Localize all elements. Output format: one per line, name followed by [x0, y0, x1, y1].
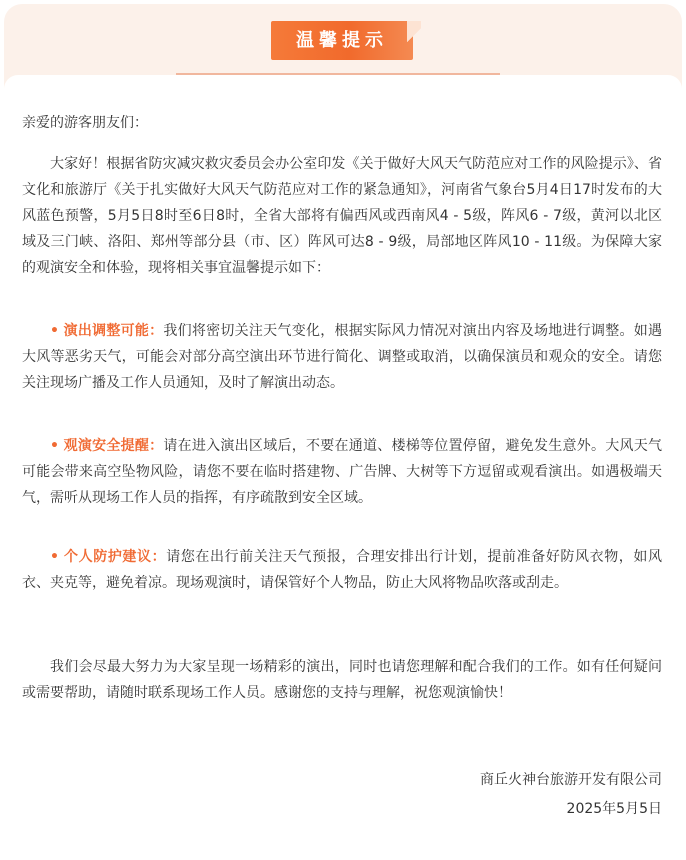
header-divider	[176, 73, 500, 75]
tip-bullet: •	[50, 438, 59, 454]
closing-paragraph: 我们会尽最大努力为大家呈现一场精彩的演出，同时也请您理解和配合我们的工作。如有任何疑问或需要帮助，请随时联系现场工作人员。感谢您的支持与理解，祝您观演愉快！	[22, 659, 662, 701]
tip-item	[22, 318, 662, 396]
tip-item	[22, 433, 662, 511]
signature-company: 商丘火神台旅游开发有限公司	[480, 772, 662, 788]
signature-date: 2025年5月5日	[566, 801, 662, 817]
tip-bullet: •	[50, 323, 59, 339]
tip-title: 演出调整可能：	[63, 323, 164, 339]
tip-text: 我们将密切关注天气变化，根据实际风力情况对演出内容及场地进行调整。如遇大风等恶劣天气，可能会对部分高空演出环节进行简化、调整或取消，以确保演员和观众的安全。请您关注现场广播及工作人员通知，及时了解演出动态。	[22, 323, 662, 391]
tip-text: 请在进入演出区域后，不要在通道、楼梯等位置停留，避免发生意外。大风天气可能会带来高空坠物风险，请您不要在临时搭建物、广告牌、大树等下方逗留或观看演出。如遇极端天气，需听从现场工作人员的指挥，有序疏散到安全区域。	[22, 438, 662, 506]
greeting: 亲爱的游客朋友们：	[22, 115, 148, 131]
tip-title: 观演安全提醒：	[63, 438, 164, 454]
tip-item	[22, 544, 662, 596]
tip-title: 个人防护建议：	[64, 549, 167, 565]
intro-paragraph: 大家好！根据省防灾减灾救灾委员会办公室印发《关于做好大风天气防范应对工作的风险提示》、省文化和旅游厅《关于扎实做好大风天气防范应对工作的紧急通知》，河南省气象台5月4日17时发布的大风蓝色预警，5月5日8时至6日8时，全省大部将有偏西风或西南风4 - 5级，阵风6 - 7级，黄河以北区域及三门峡、洛阳、郑州等部分县（市、区）阵风可达8 - 9级，局部地区阵风10 - 11级。为保障大家的观演安全和体验，现将相关事宜温馨提示如下：	[22, 156, 662, 276]
tip-text: 请您在出行前关注天气预报，合理安排出行计划，提前准备好防风衣物，如风衣、夹克等，避免着凉。现场观演时，请保管好个人物品，防止大风将物品吹落或刮走。	[22, 549, 663, 591]
tip-bullet: •	[50, 549, 59, 565]
title-badge: 温馨提示	[271, 21, 413, 60]
